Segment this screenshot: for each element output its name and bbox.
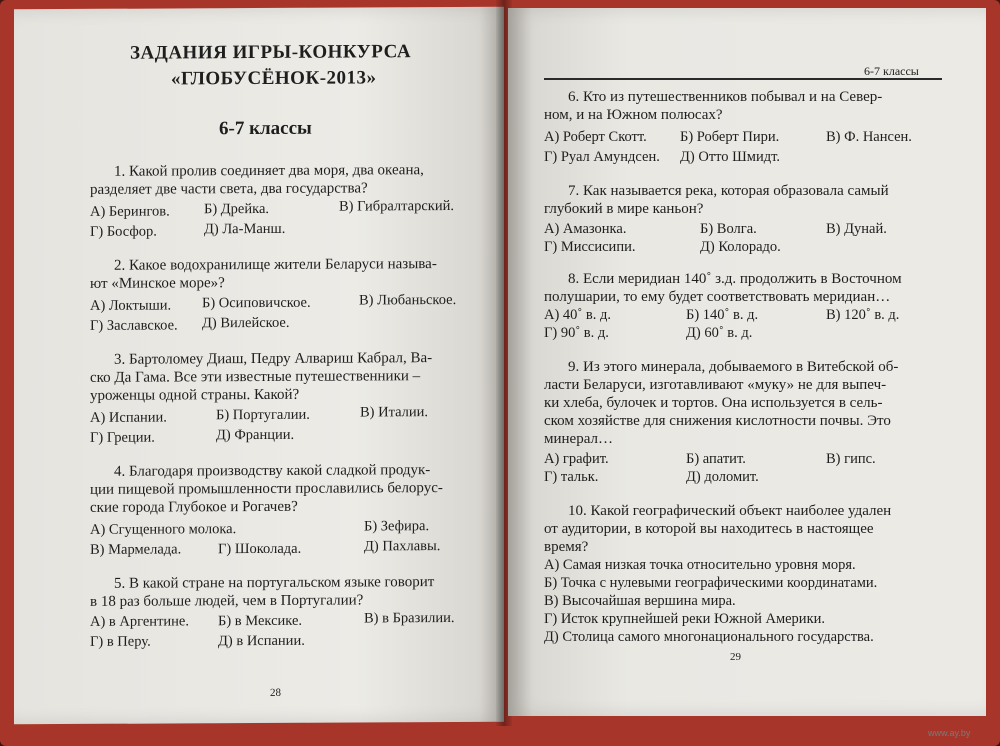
- question-7-option-d: Г) Миссисипи.: [544, 239, 636, 255]
- question-7-line-1: 7. Как называется река, которая образовала самый: [568, 183, 889, 199]
- question-8-option-e: Д) 60˚ в. д.: [686, 325, 753, 341]
- question-2-option-e: Д) Вилейское.: [202, 314, 290, 332]
- question-3-line-1: 3. Бартоломеу Диаш, Педру Алвариш Кабрал, Ва-: [114, 350, 433, 368]
- question-4-line-2: ции пищевой промышленности прославились белорус-: [90, 480, 443, 498]
- question-6-option-e: Д) Отто Шмидт.: [680, 149, 780, 165]
- header-rule: [544, 78, 942, 80]
- question-5-option-c: В) в Бразилии.: [364, 609, 455, 627]
- question-9-line-4: ском хозяйстве для снижения кислотности почвы. Это: [544, 413, 891, 429]
- question-1-option-a: А) Берингов.: [90, 203, 170, 220]
- question-5-option-d: Г) в Перу.: [90, 633, 151, 650]
- right-page: [508, 8, 986, 716]
- question-6-option-c: В) Ф. Нансен.: [826, 129, 912, 145]
- question-6-option-b: Б) Роберт Пири.: [680, 129, 780, 145]
- question-1-option-c: В) Гибралтарский.: [339, 197, 454, 215]
- question-10-line-3: время?: [544, 539, 589, 555]
- question-2-line-1: 2. Какое водохранилище жители Беларуси называ-: [114, 256, 437, 274]
- question-9-option-c: В) гипс.: [826, 451, 876, 467]
- question-4-option-c: В) Мармелада.: [90, 541, 182, 558]
- question-10-option-b: Б) Точка с нулевыми географическими координатами.: [544, 575, 878, 591]
- question-8-option-b: Б) 140˚ в. д.: [686, 307, 759, 323]
- question-4-option-a: А) Сгущенного молока.: [90, 521, 237, 538]
- question-7-option-e: Д) Колорадо.: [700, 239, 781, 255]
- question-2-option-b: Б) Осиповичское.: [202, 294, 311, 312]
- question-1-option-e: Д) Ла-Манш.: [204, 220, 286, 238]
- question-8-line-2: полушарии, то ему будет соответствовать меридиан…: [544, 289, 891, 305]
- question-6-option-d: Г) Руал Амундсен.: [544, 149, 660, 165]
- watermark: www.ay.by: [928, 728, 971, 738]
- question-4-line-1: 4. Благодаря производству какой сладкой продук-: [114, 462, 431, 480]
- question-4-option-b: Б) Зефира.: [364, 518, 430, 535]
- question-7-line-2: глубокий в мире каньон?: [544, 201, 704, 217]
- question-9-option-a: А) графит.: [544, 451, 609, 467]
- question-9-option-e: Д) доломит.: [686, 469, 759, 485]
- question-5-option-b: Б) в Мексике.: [218, 612, 303, 630]
- question-5-option-a: А) в Аргентине.: [90, 613, 189, 630]
- question-2-option-d: Г) Заславское.: [90, 317, 178, 334]
- question-1-option-b: Б) Дрейка.: [204, 200, 270, 218]
- question-10-option-a: А) Самая низкая точка относительно уровня моря.: [544, 557, 856, 573]
- question-9-line-3: ки хлеба, булочек и тортов. Она используется в сель-: [544, 395, 883, 411]
- question-7-option-c: В) Дунай.: [826, 221, 887, 237]
- question-10-option-d: Г) Исток крупнейшей реки Южной Америки.: [544, 611, 825, 627]
- question-9-option-b: Б) апатит.: [686, 451, 746, 467]
- question-5-line-2: в 18 раз больше людей, чем в Португалии?: [90, 592, 364, 610]
- question-5-option-e: Д) в Испании.: [218, 632, 305, 650]
- page-number-left: 28: [270, 686, 281, 699]
- question-9-line-2: ласти Беларуси, изготавливают «муку» не для выпеч-: [544, 377, 887, 393]
- question-1-option-d: Г) Босфор.: [90, 223, 157, 240]
- question-8-option-a: А) 40˚ в. д.: [544, 307, 611, 323]
- running-header: 6-7 классы: [864, 64, 919, 78]
- question-3-option-a: А) Испании.: [90, 409, 167, 426]
- question-3-option-d: Г) Греции.: [90, 429, 155, 446]
- question-9-line-5: минерал…: [544, 431, 613, 447]
- title-line-1: ЗАДАНИЯ ИГРЫ-КОНКУРСА: [130, 41, 412, 64]
- question-10-option-c: В) Высочайшая вершина мира.: [544, 593, 736, 609]
- question-3-option-b: Б) Португалии.: [216, 406, 310, 424]
- question-6-line-1: 6. Кто из путешественников побывал и на Север-: [568, 89, 883, 105]
- left-page: [14, 7, 504, 725]
- grade-heading: 6-7 классы: [219, 117, 312, 140]
- question-8-option-d: Г) 90˚ в. д.: [544, 325, 609, 341]
- question-7-option-b: Б) Волга.: [700, 221, 757, 237]
- question-6-option-a: А) Роберт Скотт.: [544, 129, 647, 145]
- question-2-option-c: В) Любаньское.: [359, 291, 457, 309]
- question-4-option-d: Г) Шоколада.: [218, 540, 302, 558]
- question-2-option-a: А) Локтыши.: [90, 297, 172, 314]
- question-10-option-e: Д) Столица самого многонационального государства.: [544, 629, 874, 645]
- question-1-line-1: 1. Какой пролив соединяет два моря, два океана,: [114, 162, 424, 180]
- title-line-2: «ГЛОБУСЁНОК-2013»: [171, 67, 377, 90]
- question-8-line-1: 8. Если меридиан 140˚ з.д. продолжить в Восточном: [568, 271, 902, 287]
- question-1-line-2: разделяет две части света, два государства?: [90, 180, 368, 198]
- question-10-line-2: от аудитории, в которой вы находитесь в настоящее: [544, 521, 874, 537]
- question-5-line-1: 5. В какой стране на португальском языке говорит: [114, 574, 435, 592]
- question-9-option-d: Г) тальк.: [544, 469, 599, 485]
- question-10-line-1: 10. Какой географический объект наиболее удален: [568, 503, 892, 519]
- question-6-line-2: ном, и на Южном полюсах?: [544, 107, 723, 123]
- question-2-line-2: ют «Минское море»?: [90, 275, 225, 292]
- question-3-option-c: В) Италии.: [360, 404, 429, 421]
- question-4-line-3: ские города Глубокое и Рогачев?: [90, 498, 298, 516]
- question-3-line-3: уроженцы одной страны. Какой?: [90, 386, 300, 404]
- page-number-right: 29: [730, 651, 741, 663]
- question-3-option-e: Д) Франции.: [216, 426, 295, 444]
- question-7-option-a: А) Амазонка.: [544, 221, 627, 237]
- question-3-line-2: ско Да Гама. Все эти известные путешественники –: [90, 368, 421, 386]
- question-8-option-c: В) 120˚ в. д.: [826, 307, 900, 323]
- question-4-option-e: Д) Пахлавы.: [364, 538, 441, 555]
- question-9-line-1: 9. Из этого минерала, добываемого в Витебской об-: [568, 359, 899, 375]
